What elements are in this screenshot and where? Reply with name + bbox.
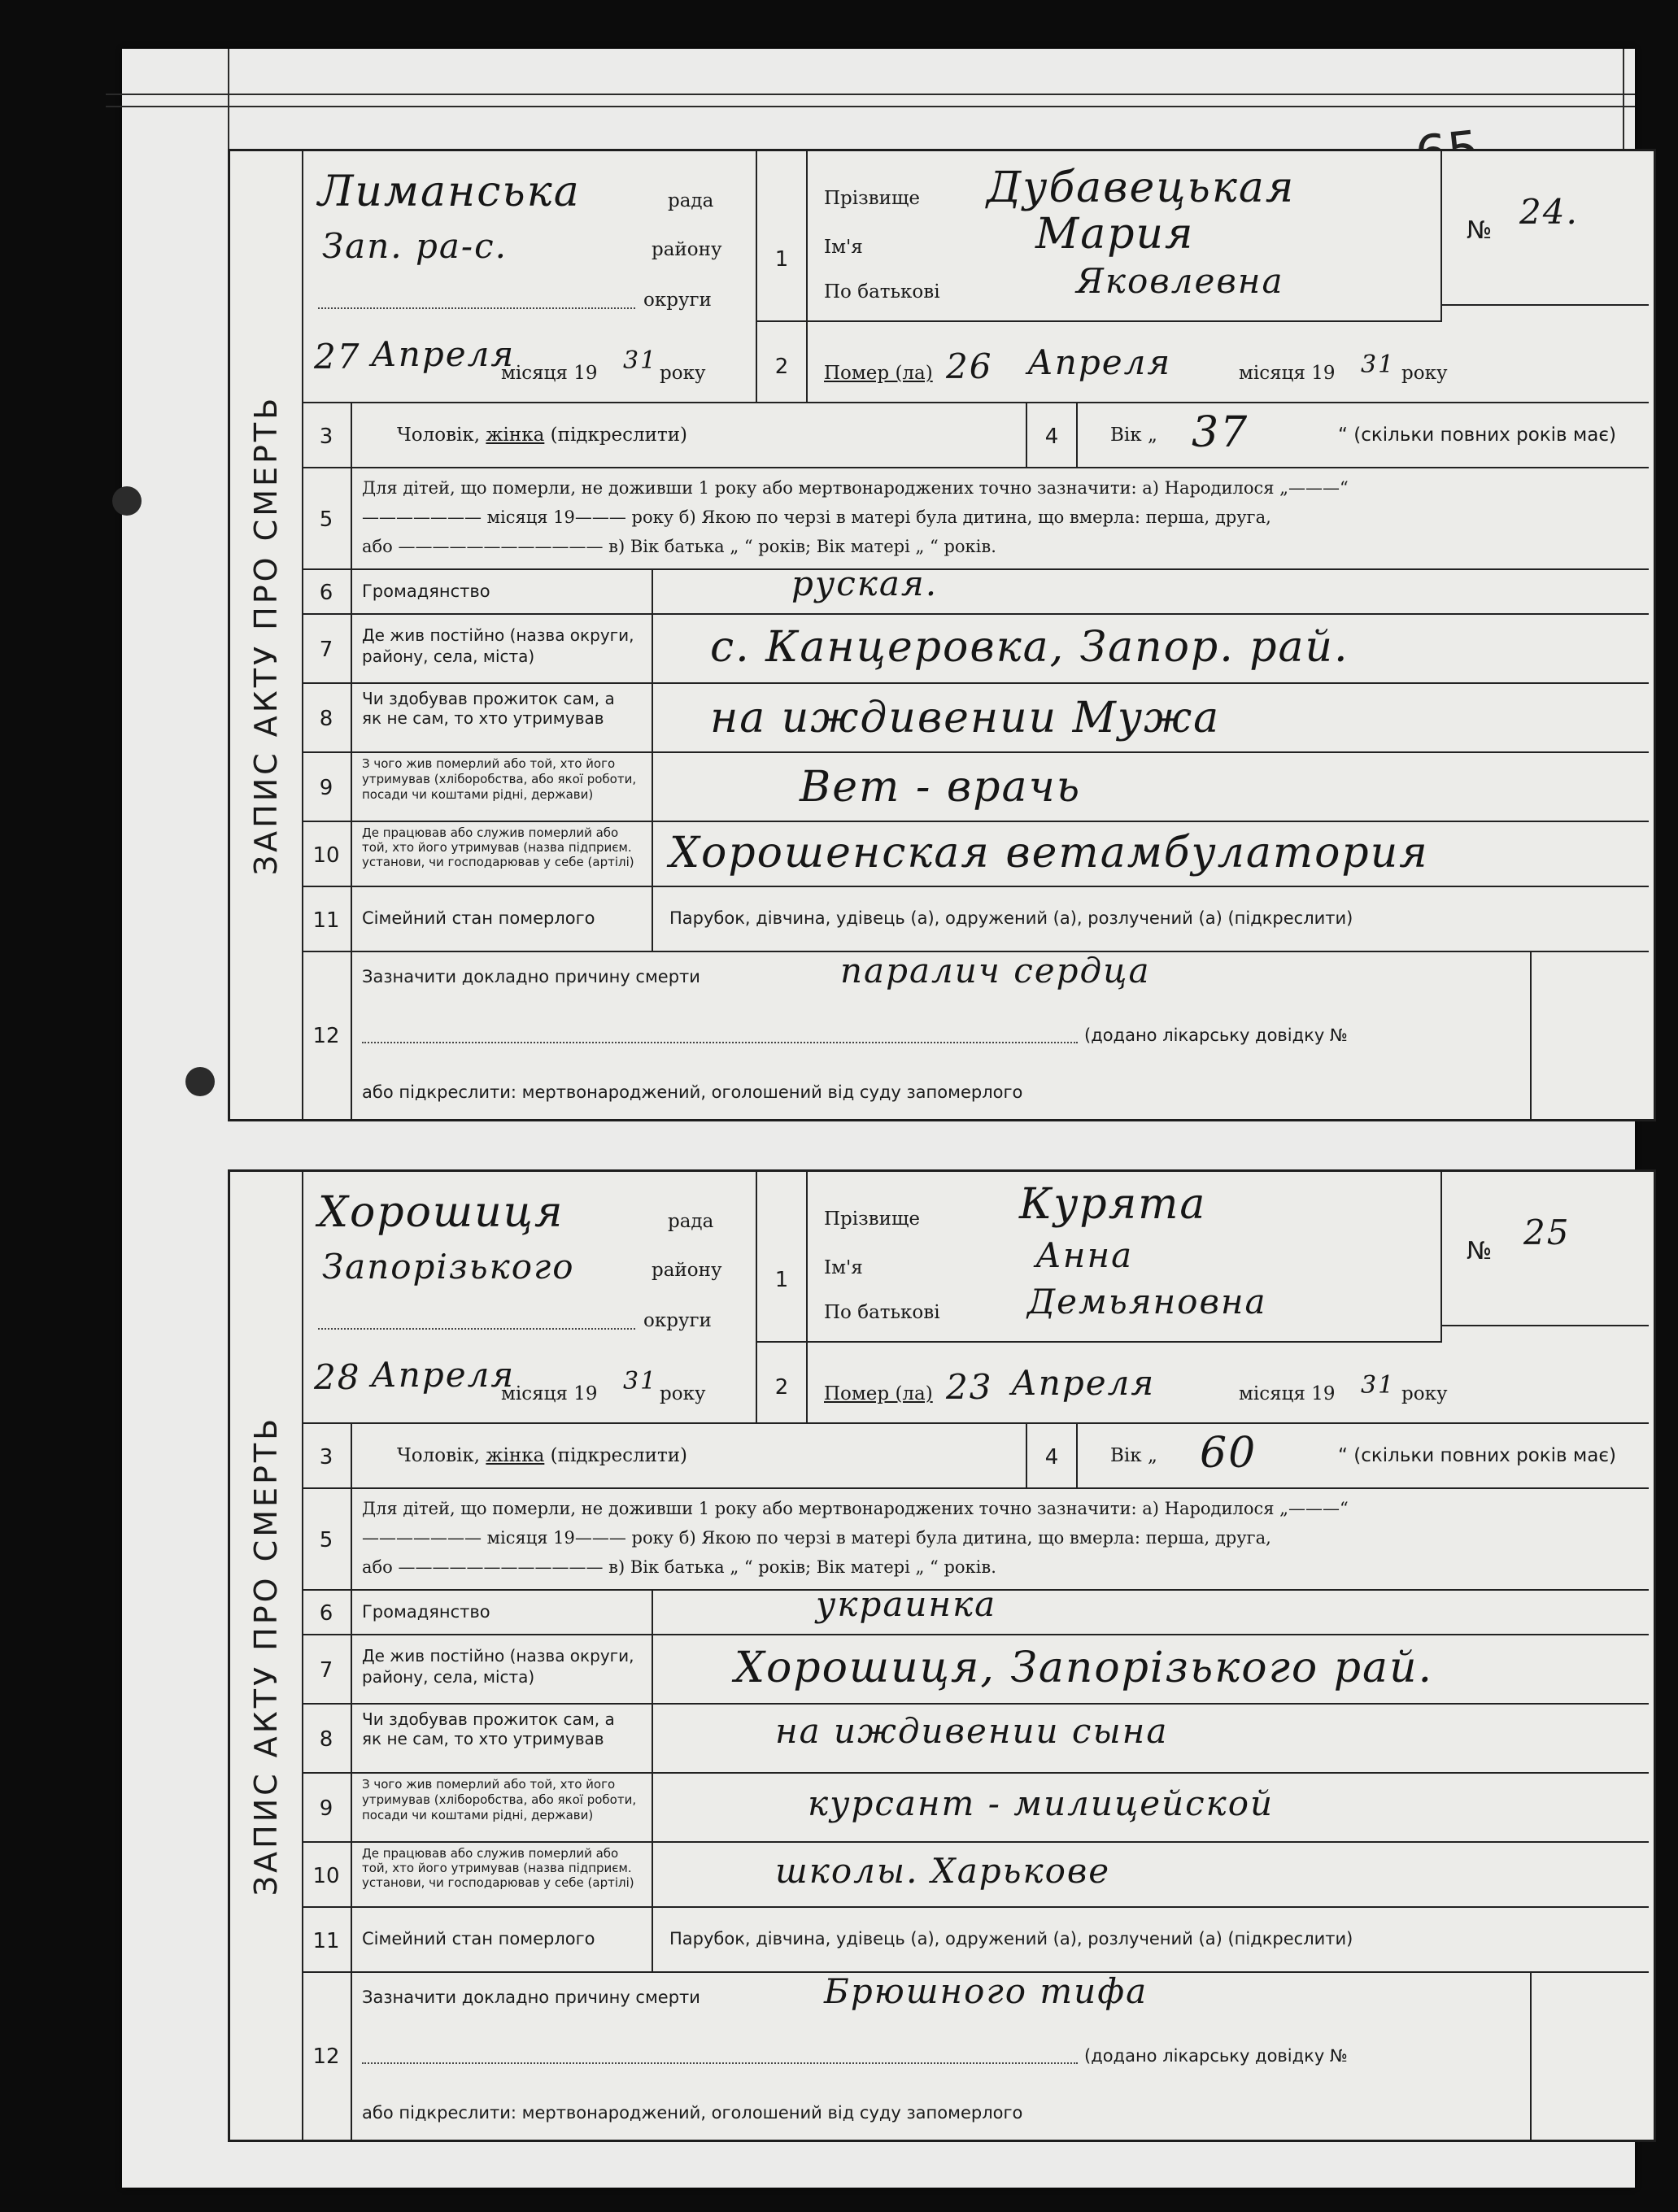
residence-value-cell	[653, 1635, 1649, 1705]
death-month: Апреля	[1027, 342, 1172, 382]
record-side-title: ЗАПИС АКТУ ПРО СМЕРТЬ	[230, 1172, 303, 2140]
cause-value: Брюшного тифа	[824, 1971, 1148, 2011]
workplace-value-cell	[653, 1843, 1649, 1908]
reg-month: Апреля	[371, 1355, 516, 1395]
death-record-1: ЗАПИС АКТУ ПРО СМЕРТЬ Лиманська рада Зап. ра-с. району округи 27 Апреля місяця 19 31 року 1 Прізвище Дубавецькая Ім'я Мария По батькові Яковлевна № 24. 2 Помер (ла) 26 Апреля місяця 19 31 року 3 Чоловік, жінка (підкреслити) 4 Вік „ 37 “ (скільки повних років має) 5 Для дітей, що померли, не доживши 1 року або мертвонароджених точно зазначити: а) Народилося „———“ ——————— місяця 19——— року б) Якою по черзі в матері була дитина, що вмерла: перша, друга, або ———————————— в) Вік батька „ “ років; Вік матері „ “ років. 6 Громадянство руская. 7 Де жив постійно (назва округи, району, села, міста) с. Канцеровка, Запор. рай. 8 Чи здобував прожиток сам, а як не сам, то хто утримував на иждивении Мужа 9 З чого жив померлий або той, хто його утримував (хліборобства, або якої роботи, посади чи коштами рідні, держави) Вет - врачь 10 Де працював або служив померлий або той, хто його утримував (назва підприєм. установи, чи господарював у себе (артілі) Хорошенская ветамбулатория 11 Сімейний стан померлого Парубок, дівчина, удівець (а), одружений (а), розлучений (а) (підкреслити) 12 Зазначити докладно причину смерти паралич сердца (додано лікарську довідку № або підкреслити: мертвонароджений, оголошений від суду запомерлого	[228, 149, 1656, 1121]
death-year: 31	[1361, 1371, 1396, 1400]
okrugy-label: округи	[643, 290, 712, 311]
top-rule	[106, 94, 1635, 95]
surname-label: Прізвище	[824, 188, 920, 209]
age-block: Вік „ 37 “ (скільки повних років має)	[1078, 403, 1649, 468]
sex-underlined: жінка	[486, 1445, 545, 1466]
top-tick-left	[228, 49, 229, 150]
name-block	[808, 151, 1442, 322]
citizenship-value-cell	[653, 564, 1649, 615]
punch-hole	[112, 486, 142, 516]
patronymic-value: Демьяновна	[1027, 1282, 1267, 1322]
reg-year-label: року	[660, 363, 706, 384]
record-number: 24.	[1519, 192, 1579, 232]
record-number: 25	[1523, 1213, 1571, 1252]
number-block: № 24.	[1442, 151, 1649, 306]
registry-block	[302, 151, 757, 403]
source-value: Вет - врачь	[800, 763, 1082, 812]
cause-block: Зазначити докладно причину смерти паралич сердца (додано лікарську довідку № або підкреслити: мертвонароджений, оголошений від суду запомерлого	[352, 952, 1532, 1119]
raion-value: Запорізького	[322, 1247, 575, 1287]
child-block: Для дітей, що померли, не доживши 1 року або мертвонароджених точно зазначити: а) Народилося „———“ ——————— місяця 19——— року б) Якою по черзі в матері була дитина, що вмерла: перша, друга, або ———————————— в) Вік батька „ “ років; Вік матері „ “ років.	[352, 468, 1649, 570]
reg-year: 31	[623, 1367, 658, 1396]
record-side-title: ЗАПИС АКТУ ПРО СМЕРТЬ	[230, 151, 303, 1119]
sex-block: Чоловік, жінка (підкреслити)	[352, 403, 1027, 468]
citizenship-value: украинка	[816, 1584, 997, 1624]
marital-options: Парубок, дівчина, удівець (а), одружений (а), розлучений (а) (підкреслити)	[653, 887, 1649, 952]
patronymic-label: По батькові	[824, 281, 940, 303]
child-block: Для дітей, що померли, не доживши 1 року або мертвонароджених точно зазначити: а) Народилося „———“ ——————— місяця 19——— року б) Якою по черзі в матері була дитина, що вмерла: перша, друга, або ———————————— в) Вік батька „ “ років; Вік матері „ “ років.	[352, 1489, 1649, 1591]
rada-value: Лиманська	[318, 168, 581, 216]
workplace-value: школы. Харькове	[775, 1851, 1111, 1891]
citizenship-value-cell	[653, 1584, 1649, 1635]
death-date-block: Помер (ла) 26 Апреля місяця 19 31 року	[808, 322, 1649, 403]
top-tick-right	[1623, 49, 1624, 150]
source-value-cell	[653, 1774, 1649, 1843]
cause-value: паралич сердца	[840, 951, 1151, 991]
raion-label: району	[652, 239, 722, 260]
livelihood-value-cell	[653, 1705, 1649, 1774]
death-month: Апреля	[1011, 1363, 1156, 1403]
top-rule-2	[106, 106, 1635, 107]
age-value: 60	[1200, 1429, 1257, 1478]
patronymic-value: Яковлевна	[1076, 261, 1284, 301]
sex-underlined: жінка	[486, 425, 545, 446]
number-block: № 25	[1442, 1172, 1649, 1326]
residence-value: с. Канцеровка, Запор. рай.	[710, 623, 1349, 672]
name-value: Анна	[1035, 1235, 1134, 1275]
livelihood-value: на иждивении сына	[775, 1711, 1169, 1751]
surname-value: Дубавецькая	[987, 163, 1296, 212]
raion-value: Зап. ра-с.	[322, 226, 508, 266]
reg-month-label: місяця 19	[501, 363, 598, 384]
death-date-block: Помер (ла) 23 Апреля місяця 19 31 року	[808, 1343, 1649, 1424]
citizenship-value: руская.	[791, 564, 939, 603]
cause-block: Зазначити докладно причину смерти Брюшного тифа (додано лікарську довідку № або підкреслити: мертвонароджений, оголошений від суду запомерлого	[352, 1973, 1532, 2140]
death-year: 31	[1361, 351, 1396, 379]
rada-label: рада	[668, 190, 714, 211]
age-value: 37	[1192, 408, 1249, 457]
punch-hole	[185, 1067, 215, 1096]
marital-options: Парубок, дівчина, удівець (а), одружений (а), розлучений (а) (підкреслити)	[653, 1908, 1649, 1973]
residence-value: Хорошиця, Запорізького рай.	[734, 1644, 1434, 1692]
reg-day: 27	[314, 337, 361, 377]
name-label: Ім'я	[824, 237, 863, 258]
name-value: Мария	[1035, 210, 1195, 259]
livelihood-value-cell	[653, 684, 1649, 753]
reg-year: 31	[623, 346, 658, 375]
age-block: Вік „ 60 “ (скільки повних років має)	[1078, 1424, 1649, 1489]
residence-value-cell	[653, 615, 1649, 684]
death-day: 26	[946, 346, 993, 386]
workplace-value: Хорошенская ветамбулатория	[669, 829, 1429, 877]
reg-day: 28	[314, 1357, 361, 1397]
reg-month: Апреля	[371, 334, 516, 374]
death-record-2: ЗАПИС АКТУ ПРО СМЕРТЬ Хорошиця рада Запорізького району округи 28 Апреля місяця 19 31 року 1 Прізвище Курята Ім'я Анна По батькові Демьяновна № 25 2 Помер (ла) 23 Апреля місяця 19 31 року 3 Чоловік, жінка (підкреслити) 4 Вік „ 60 “ (скільки повних років має) 5 Для дітей, що померли, не доживши 1 року або мертвонароджених точно зазначити: а) Народилося „———“ ——————— місяця 19——— року б) Якою по черзі в матері була дитина, що вмерла: перша, друга, або ———————————— в) Вік батька „ “ років; Вік матері „ “ років. 6 Громадянство украинка 7 Де жив постійно (назва округи, району, села, міста) Хорошиця, Запорізького рай. 8 Чи здобував прожиток сам, а як не сам, то хто утримував на иждивении сына 9 З чого жив померлий або той, хто його утримував (хліборобства, або якої роботи, посади чи коштами рідні, держави) курсант - милицейской 10 Де працював або служив померлий або той, хто його утримував (назва підприєм. установи, чи господарював у себе (артілі) школы. Харькове 11 Сімейний стан померлого Парубок, дівчина, удівець (а), одружений (а), розлучений (а) (підкреслити) 12 Зазначити докладно причину смерти Брюшного тифа (додано лікарську довідку № або підкреслити: мертвонароджений, оголошений від суду запомерлого	[228, 1169, 1656, 2142]
workplace-value-cell	[653, 822, 1649, 887]
registry-block: Хорошиця рада Запорізького району округи 28 Апреля місяця 19 31 року	[302, 1172, 757, 1424]
rada-value: Хорошиця	[318, 1188, 564, 1237]
sex-block: Чоловік, жінка (підкреслити)	[352, 1424, 1027, 1489]
name-block: Прізвище Курята Ім'я Анна По батькові Демьяновна	[808, 1172, 1442, 1343]
livelihood-value: на иждивении Мужа	[710, 694, 1221, 742]
surname-value: Курята	[1019, 1180, 1207, 1229]
death-day: 23	[946, 1367, 993, 1407]
source-value-cell	[653, 753, 1649, 822]
died-label: Помер (ла)	[824, 363, 933, 384]
source-value: курсант - милицейской	[808, 1783, 1275, 1823]
